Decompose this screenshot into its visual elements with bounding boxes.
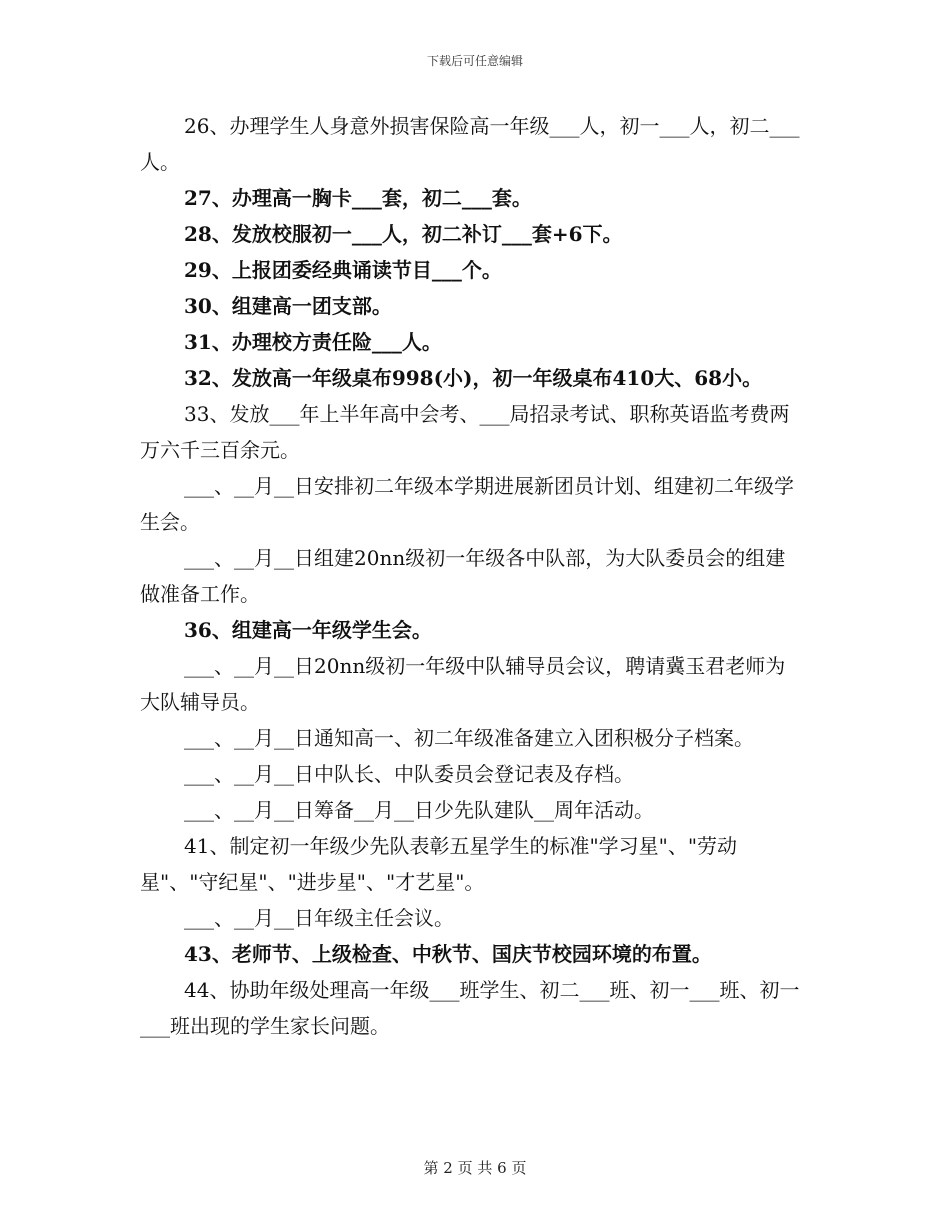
list-item: ___、__月__日年级主任会议。 bbox=[184, 906, 454, 930]
page-header: 下载后可任意编辑 bbox=[426, 54, 523, 68]
document-body bbox=[140, 108, 805, 1044]
list-item: 43、老师节、上级检查、中秋节、国庆节校园环境的布置。 bbox=[184, 942, 712, 966]
list-item: 30、组建高一团支部。 bbox=[184, 294, 392, 318]
list-item: 31、办理校方责任险___人。 bbox=[184, 330, 442, 354]
list-item: ___、__月__日20nn级初一年级中队辅导员会议，聘请冀玉君老师为大队辅导员。 bbox=[140, 654, 786, 714]
list-item: ___、__月__日筹备__月__日少先队建队__周年活动。 bbox=[184, 798, 654, 822]
list-item: 33、发放___年上半年高中会考、___局招录考试、职称英语监考费两万六千三百余元。 bbox=[140, 402, 790, 462]
list-item: ___、__月__日组建20nn级初一年级各中队部，为大队委员会的组建做准备工作。 bbox=[140, 546, 786, 606]
list-item: ___、__月__日安排初二年级本学期进展新团员计划、组建初二年级学生会。 bbox=[140, 474, 794, 534]
list-item: 28、发放校服初一___人，初二补订___套+6下。 bbox=[184, 222, 623, 246]
list-item: 36、组建高一年级学生会。 bbox=[184, 618, 432, 642]
list-item: ___、__月__日通知高一、初二年级准备建立入团积极分子档案。 bbox=[184, 726, 754, 750]
list-item: 26、办理学生人身意外损害保险高一年级___人，初一___人，初二___人。 bbox=[140, 114, 800, 174]
page-footer: 第 2 页 共 6 页 bbox=[423, 1159, 527, 1177]
list-item: 44、协助年级处理高一年级___班学生、初二___班、初一___班、初一___班出现的学生家长问题。 bbox=[140, 978, 800, 1038]
list-item: ___、__月__日中队长、中队委员会登记表及存档。 bbox=[184, 762, 634, 786]
list-item: 27、办理高一胸卡___套，初二___套。 bbox=[184, 186, 532, 210]
list-item: 32、发放高一年级桌布998(小)，初一年级桌布410大、68小。 bbox=[184, 366, 763, 390]
list-item: 41、制定初一年级少先队表彰五星学生的标准"学习星"、"劳动星"、"守纪星"、"进步星"、"才艺星"。 bbox=[140, 834, 738, 894]
list-item: 29、上报团委经典诵读节目___个。 bbox=[184, 258, 502, 282]
